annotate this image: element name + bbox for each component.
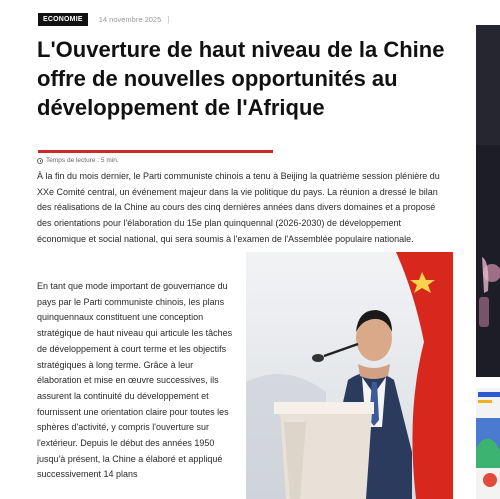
- read-time-label: Temps de lecture : 5 min.: [46, 157, 119, 164]
- publish-date: 14 novembre 2025: [98, 14, 162, 24]
- clock-icon: [37, 158, 43, 164]
- speaker-at-podium-image: [246, 252, 453, 499]
- title-underline: [38, 150, 273, 153]
- meta-separator: |: [167, 14, 170, 24]
- article-intro: À la fin du mois dernier, le Parti communiste chinois a tenu à Beijing la quatrième session plénière du XXe Comité central, un événement majeur dans la vie politique du pays. La réunion a dressé le bilan des réalisations de la Chine au cours des cinq dernières années dans divers domaines et a proposé des orientations pour l'élaboration du 15e plan quinquennal (2026-2030) de développement économique et social national, qui sera soumis à l'examen de l'Assemblée populaire nationale.: [37, 171, 440, 244]
- article-body: En tant que mode important de gouvernance du pays par le Parti communiste chinois, les plans quinquennaux constituent une conception stratégique de haut niveau qui articule les tâches de développement à court terme et les objectifs stratégiques à long terme. Grâce à leur élaboration et mise en œuvre successives, ils assurent la continuité du développement et fournissent une orientation claire pour toutes les sphères d'activité, y compris l'ouverture sur l'extérieur. Depuis le début des années 1950 jusqu'à présent, la Chine a élaboré et appliqué successivement 14 plans: [37, 281, 233, 480]
- article-meta: [38, 12, 169, 26]
- sidebar-ad-image-bottom[interactable]: [476, 388, 500, 499]
- read-time: [37, 157, 119, 164]
- article-title: L'Ouverture de haut niveau de la Chine offre de nouvelles opportunités au développement de l'Afrique: [37, 37, 445, 120]
- sidebar-ad-image-top[interactable]: [476, 25, 500, 377]
- category-badge[interactable]: ECONOMIE: [38, 13, 88, 26]
- article-photo[interactable]: [246, 252, 453, 499]
